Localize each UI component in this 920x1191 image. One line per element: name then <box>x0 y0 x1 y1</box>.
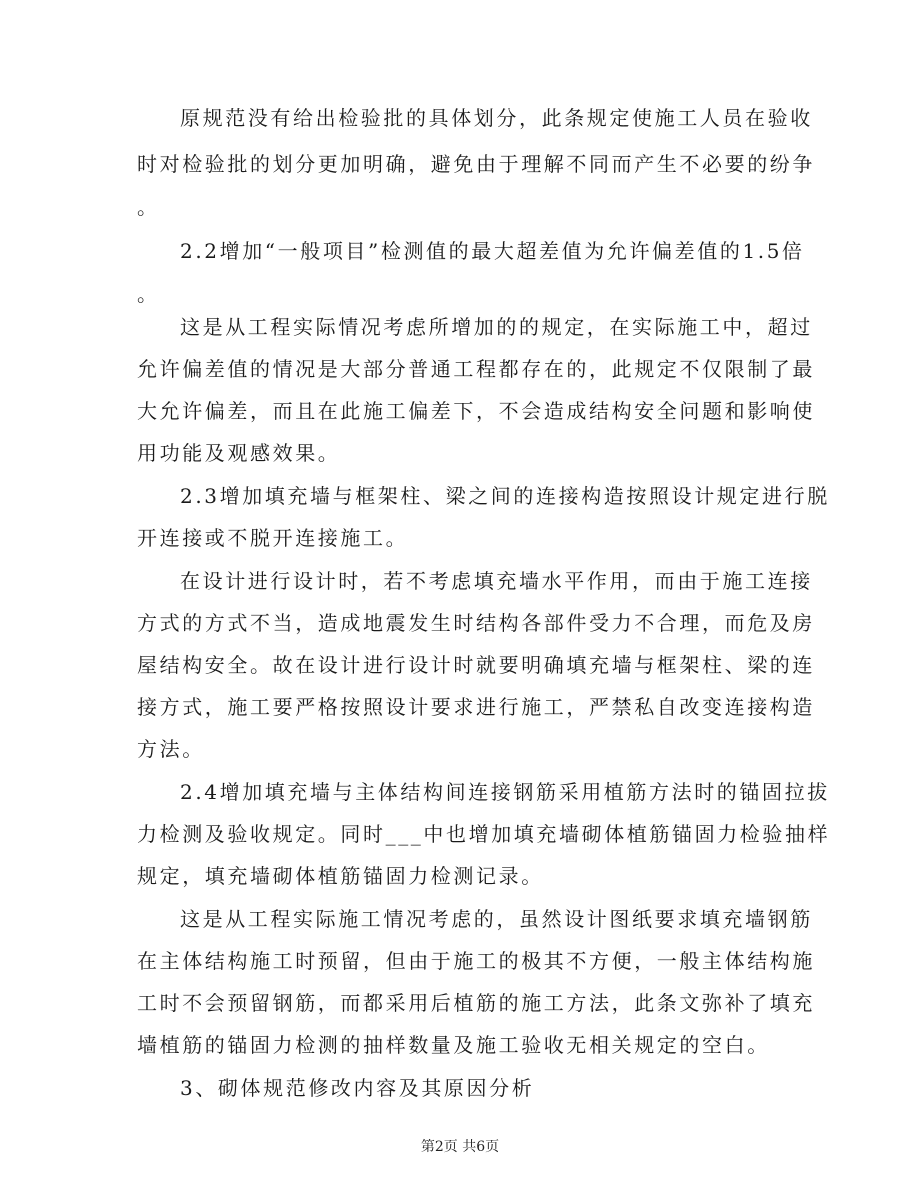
paragraph-1-line-1: 原规范没有给出检验批的具体划分，此条规定使施工人员在验收 <box>180 106 813 130</box>
paragraph-2-line-1: 2.2增加“一般项目”检测值的最大超差值为允许偏差值的1.5倍 <box>180 239 805 263</box>
paragraph-6-line-1: 2.4增加填充墙与主体结构间连接钢筋采用植筋方法时的锚固拉拔 <box>180 780 830 804</box>
paragraph-5-line-4: 接方式，施工要严格按照设计要求进行施工，严禁私自改变连接构造 <box>137 695 815 719</box>
paragraph-7-line-2: 在主体结构施工时预留，但由于施工的极其不方便，一般主体结构施 <box>137 949 815 973</box>
paragraph-5-line-5: 方法。 <box>137 737 205 761</box>
paragraph-3-line-3: 大允许偏差，而且在此施工偏差下，不会造成结构安全问题和影响使 <box>137 399 815 423</box>
paragraph-5-line-1: 在设计进行设计时，若不考虑填充墙水平作用，而由于施工连接 <box>180 569 813 593</box>
paragraph-6-line-3: 规定，填充墙砌体植筋锚固力检测记录。 <box>137 864 544 888</box>
paragraph-5-line-3: 屋结构安全。故在设计进行设计时就要明确填充墙与框架柱、梁的连 <box>137 653 815 677</box>
section-heading-3: 3、砌体规范修改内容及其原因分析 <box>180 1076 535 1100</box>
paragraph-1-line-3: 。 <box>137 195 160 219</box>
paragraph-5-line-2: 方式的方式不当，造成地震发生时结构各部件受力不合理，而危及房 <box>137 611 815 635</box>
paragraph-2-line-2: 。 <box>137 282 160 306</box>
paragraph-4-line-2: 开连接或不脱开连接施工。 <box>137 526 409 550</box>
paragraph-7-line-3: 工时不会预留钢筋，而都采用后植筋的施工方法，此条文弥补了填充 <box>137 991 815 1015</box>
paragraph-7-line-1: 这是从工程实际施工情况考虑的，虽然设计图纸要求填充墙钢筋 <box>180 907 813 931</box>
paragraph-3-line-2: 允许偏差值的情况是大部分普通工程都存在的，此规定不仅限制了最 <box>137 357 815 381</box>
paragraph-3-line-1: 这是从工程实际情况考虑所增加的的规定，在实际施工中，超过 <box>180 315 813 339</box>
paragraph-7-line-4: 墙植筋的锚固力检测的抽样数量及施工验收无相关规定的空白。 <box>137 1033 770 1057</box>
paragraph-3-line-4: 用功能及观感效果。 <box>137 441 341 465</box>
paragraph-4-line-1: 2.3增加填充墙与框架柱、梁之间的连接构造按照设计规定进行脱 <box>180 484 830 508</box>
paragraph-1-line-2: 时对检验批的划分更加明确，避免由于理解不同而产生不必要的纷争 <box>137 152 815 176</box>
page-number-footer: 第2页 共6页 <box>420 1139 500 1155</box>
paragraph-6-line-2: 力检测及验收规定。同时___中也增加填充墙砌体植筋锚固力检验抽样 <box>137 822 831 846</box>
